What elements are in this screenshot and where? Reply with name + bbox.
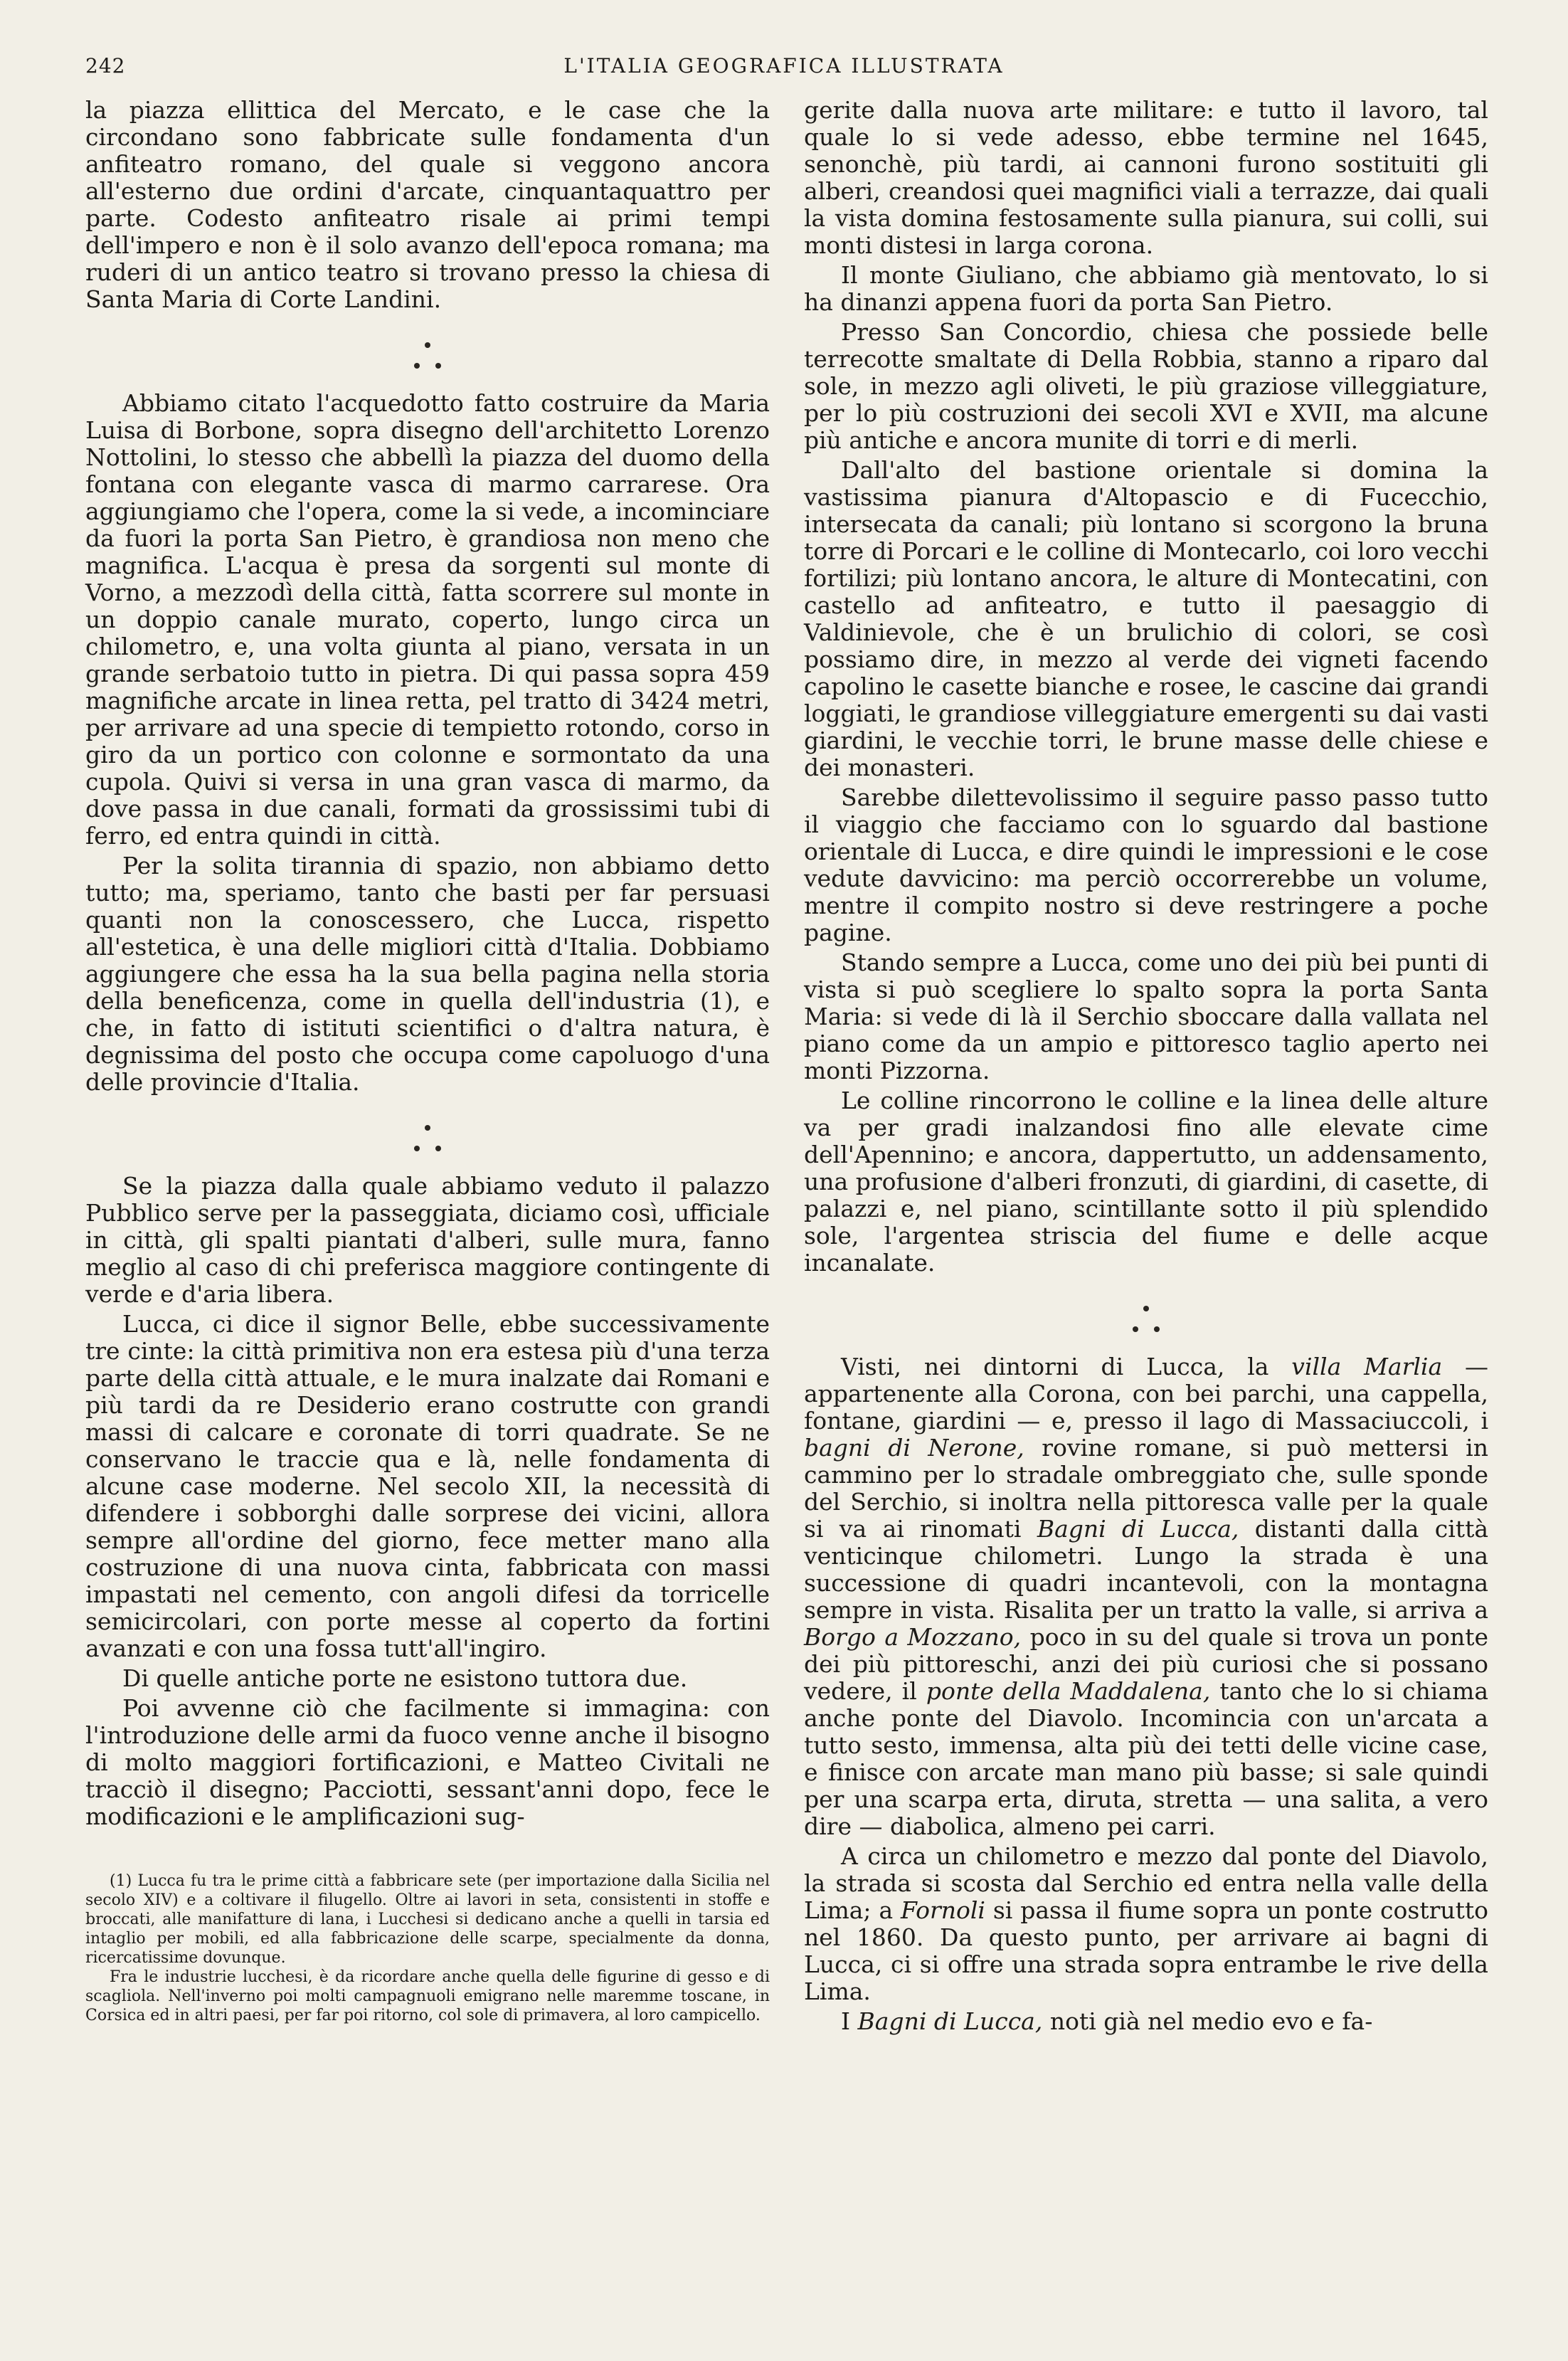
paragraph: Presso San Concordio, chiesa che possiede belle terrecotte smaltate di Della Robbia, stanno a riparo dal sole, in mezzo agli oliveti, le più graziose villeggiature, per lo più costruzioni dei secoli XVI e XVII, ma alcune più antiche e ancora munite di torri e di merli. bbox=[804, 318, 1488, 454]
footnote: Fra le industrie lucchesi, è da ricordare anche quella delle figurine di gesso e di scagliola. Nell'inverno poi molti campagnuoli emigrano nelle maremme toscane, in Corsica ed in altri paesi, per far poi ritorno, col sole di primavera, al loro campicello. bbox=[85, 1968, 770, 2024]
footnote: (1) Lucca fu tra le prime città a fabbricare sete (per importazione dalla Sicilia nel secolo XIV) e a coltivare il filugello. Oltre ai lavori in seta, consistenti in stoffe e broccati, alle manifatture di lana, i Lucchesi si dedicano anche a quelli in tarsia ed intaglio per mobili, ed alla fabbricazione delle scarpe, specialmente da donna, ricercatissime dovunque. bbox=[85, 1872, 770, 1967]
place-name: bagni di Nerone, bbox=[804, 1434, 1024, 1462]
section-separator bbox=[804, 1296, 1488, 1332]
paragraph: I Bagni di Lucca, noti già nel medio evo e fa- bbox=[841, 2007, 1373, 2035]
paragraph: Per la solita tirannia di spazio, non abbiamo detto tutto; ma, speriamo, tanto che basti per far persuasi quanti non la conoscessero, che Lucca, rispetto all'estetica, è una delle migliori città d'Italia. Dobbiamo aggiungere che essa ha la sua bella pagina nella storia della beneficenza, come in quella dell'industria (1), e che, in fatto di istituti scientifici o d'altra natura, è degnissima del posto che occupa come capoluogo d'una delle provincie d'Italia. bbox=[85, 852, 770, 1096]
paragraph: Dall'alto del bastione orientale si domina la vastissima pianura d'Altopascio e di Fucecchio, intersecata da canali; più lontano si scorgono la bruna torre di Porcari e le colline di Montecarlo, coi loro vecchi fortilizi; più lontano ancora, le alture di Montecatini, con castello ad anfiteatro, e tutto il paesaggio di Valdinievole, che è un brulichio di colori, se così possiamo dire, in mezzo al verde dei vigneti facendo capolino le casette bianche e rosee, le cascine dai grandi loggiati, le grandiose villeggiature emergenti su dai vasti giardini, le vecchie torri, le brune masse delle chiese e dei monasteri. bbox=[804, 456, 1488, 781]
paragraph: gerite dalla nuova arte militare: e tutto il lavoro, tal quale lo si vede adesso, ebbe termine nel 1645, senonchè, più tardi, ai cannoni furono sostituiti gli alberi, creandosi quei magnifici viali a terrazze, dai quali la vista domina festosamente sulla pianura, sui colli, sui monti distesi in larga corona. bbox=[804, 96, 1488, 259]
paragraph: Poi avvenne ciò che facilmente si immagina: con l'introduzione delle armi da fuoco venne anche il bisogno di molto maggiori fortificazioni, e Matteo Civitali ne tracciò il disegno; Pacciotti, sessant'anni dopo, fece le modificazioni e le amplificazioni sug- bbox=[85, 1694, 770, 1830]
left-column bbox=[85, 97, 770, 2025]
paragraph: Le colline rincorrono le colline e la linea delle alture va per gradi inalzandosi fino alle elevate cime dell'Apennino; e ancora, dappertutto, un addensamento, una profusione d'alberi fronzuti, di giardini, di casette, di palazzi e, nel piano, scintillante sotto il più splendido sole, l'argentea striscia del fiume e delle acque incanalate. bbox=[804, 1087, 1488, 1277]
paragraph: Abbiamo citato l'acquedotto fatto costruire da Maria Luisa di Borbone, sopra disegno dell'architetto Lorenzo Nottolini, lo stesso che abbellì la piazza del duomo della fontana con elegante vasca di marmo carrarese. Ora aggiungiamo che l'opera, come la si vede, a incominciare da fuori la porta San Pietro, è grandiosa non meno che magnifica. L'acqua è presa da sorgenti sul monte di Vorno, a mezzodì della città, fatta scorrere sul monte in un doppio canale murato, coperto, lungo circa un chilometro, e, una volta giunta al piano, versata in un grande serbatoio tutto in pietra. Di qui passa sopra 459 magnifiche arcate in linea retta, pel tratto di 3424 metri, per arrivare ad una specie di tempietto rotondo, corso in giro da un portico con colonne e sormontato da una cupola. Quivi si versa in una gran vasca di marmo, da dove passa in due canali, formati da grossissimi tubi di ferro, ed entra quindi in città. bbox=[85, 389, 770, 850]
paragraph: Di quelle antiche porte ne esistono tuttora due. bbox=[122, 1664, 688, 1692]
paragraph: Visti, nei dintorni di Lucca, la villa Marlia — appartenente alla Corona, con bei parchi, una cappella, fontane, giardini — e, presso il lago di Massaciuccoli, i bagni di Nerone, rovine romane, si può mettersi in cammino per lo stradale ombreggiato che, sulle sponde del Serchio, si inoltra nella pittoresca valle per la quale si va ai rinomati Bagni di Lucca, distanti dalla città venticinque chilometri. Lungo la strada è una successione di quadri incantevoli, con la montagna sempre in vista. Risalita per un tratto la valle, si arriva a Borgo a Mozzano, poco in su del quale si trova un ponte dei più pittoreschi, anzi dei più curiosi che si possano vedere, il ponte della Maddalena, tanto che lo si chiama anche ponte del Diavolo. Incomincia con un'arcata a tutto sesto, immensa, alta più dei tetti delle vicine case, e finisce con arcate man mano più basse; si sale quindi per una scarpa erta, diruta, stretta — una salita, a vero dire — diabolica, almeno pei carri. bbox=[804, 1353, 1489, 1840]
page-number: 242 bbox=[85, 54, 126, 78]
paragraph: Stando sempre a Lucca, come uno dei più bei punti di vista si può scegliere lo spalto sopra la porta Santa Maria: si vede di là il Serchio sboccare dalla vallata nel piano come da un ampio e pittoresco taglio aperto nei monti Pizzorna. bbox=[804, 949, 1488, 1084]
paragraph: la piazza ellittica del Mercato, e le case che la circondano sono fabbricate sulle fondamenta d'un anfiteatro romano, del quale si veggono ancora all'esterno due ordini d'arcate, cinquantaquattro per parte. Codesto anfiteatro risale ai primi tempi dell'impero e non è il solo avanzo dell'epoca romana; ma ruderi di un antico teatro si trovano presso la chiesa di Santa Maria di Corte Landini. bbox=[85, 96, 770, 313]
paragraph: A circa un chilometro e mezzo dal ponte del Diavolo, la strada si scosta dal Serchio ed entra nella valle della Lima; a Fornoli si passa il fiume sopra un ponte costrutto nel 1860. Da questo punto, per arrivare ai bagni di Lucca, ci si offre una strada sopra entrambe le rive della Lima. bbox=[804, 1842, 1488, 2005]
section-separator bbox=[85, 333, 770, 369]
page-header bbox=[85, 48, 1483, 88]
footnotes bbox=[85, 1871, 770, 2025]
running-title: L'ITALIA GEOGRAFICA ILLUSTRATA bbox=[563, 54, 1005, 78]
place-name: Bagni di Lucca, bbox=[1037, 1515, 1239, 1543]
section-separator bbox=[85, 1116, 770, 1151]
place-name: Bagni di Lucca, bbox=[857, 2007, 1043, 2035]
place-name: villa Marlia bbox=[1291, 1353, 1443, 1380]
place-name: Fornoli bbox=[901, 1896, 985, 1924]
place-name: Borgo a Mozzano, bbox=[804, 1623, 1022, 1651]
place-name: ponte della Maddalena, bbox=[926, 1677, 1211, 1705]
right-column bbox=[804, 97, 1488, 2035]
paragraph: Lucca, ci dice il signor Belle, ebbe successivamente tre cinte: la città primitiva non era estesa più d'una terza parte della città attuale, e le mura inalzate dai Romani e più tardi da re Desiderio erano costrutte con grandi massi di calcare e coronate di torri quadrate. Se ne conservano le traccie qua e là, nelle fondamenta di alcune case moderne. Nel secolo XII, la necessità di difendere i sobborghi dalle sorprese dei vicini, allora sempre all'ordine del giorno, fece metter mano alla costruzione di una nuova cinta, fabbricata con massi impastati nel cemento, con angoli difesi da torricelle semicircolari, con porte messe al coperto da fortini avanzati e con una fossa tutt'all'ingiro. bbox=[85, 1310, 770, 1662]
paragraph: Sarebbe dilettevolissimo il seguire passo passo tutto il viaggio che facciamo con lo sguardo dal bastione orientale di Lucca, e dire quindi le impressioni e le cose vedute davvicino: ma perciò occorrerebbe un volume, mentre il compito nostro si deve restringere a poche pagine. bbox=[804, 783, 1488, 946]
paragraph: Il monte Giuliano, che abbiamo già mentovato, lo si ha dinanzi appena fuori da porta San Pietro. bbox=[804, 261, 1488, 316]
paragraph: Se la piazza dalla quale abbiamo veduto il palazzo Pubblico serve per la passeggiata, diciamo così, ufficiale in città, gli spalti piantati d'alberi, sulle mura, fanno meglio al caso di chi preferisca maggiore contingente di verde e d'aria libera. bbox=[85, 1172, 770, 1308]
